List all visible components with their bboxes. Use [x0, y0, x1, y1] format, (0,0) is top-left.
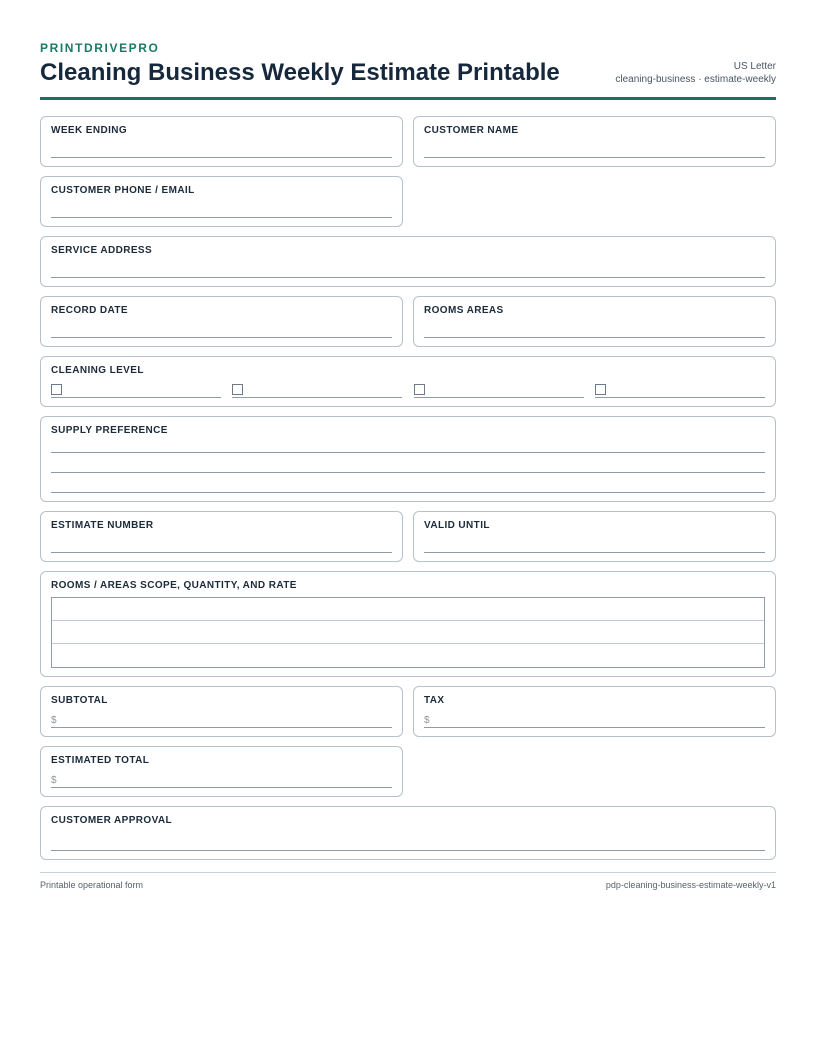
- week-ending-input-line[interactable]: [51, 157, 392, 158]
- tax-input-line[interactable]: [424, 727, 765, 728]
- customer-contact-label: CUSTOMER PHONE / EMAIL: [51, 185, 195, 196]
- scope-table-label: ROOMS / AREAS SCOPE, QUANTITY, AND RATE: [51, 580, 297, 591]
- customer-name-field: [413, 116, 776, 167]
- cleaning-level-option-4[interactable]: [595, 384, 765, 398]
- valid-until-field: [413, 511, 776, 562]
- customer-contact-input-line[interactable]: [51, 217, 392, 218]
- currency-symbol: $: [51, 715, 57, 726]
- subtotal-field: [40, 686, 403, 737]
- subtotal-input-line[interactable]: [51, 727, 392, 728]
- estimated-total-label: ESTIMATED TOTAL: [51, 755, 150, 766]
- customer-name-input-line[interactable]: [424, 157, 765, 158]
- rooms-areas-label: ROOMS AREAS: [424, 305, 504, 316]
- customer-approval-field: [40, 806, 776, 860]
- estimated-total-input-line[interactable]: [51, 787, 392, 788]
- checkbox[interactable]: [595, 384, 606, 395]
- supply-preference-field: [40, 416, 776, 502]
- cleaning-level-option-2[interactable]: [232, 384, 402, 398]
- table-row[interactable]: [52, 644, 764, 667]
- checkbox[interactable]: [51, 384, 62, 395]
- table-row[interactable]: [52, 621, 764, 644]
- rooms-areas-input-line[interactable]: [424, 337, 765, 338]
- estimate-number-input-line[interactable]: [51, 552, 392, 553]
- record-date-field: [40, 296, 403, 347]
- scope-table-field: [40, 571, 776, 677]
- cleaning-level-label: CLEANING LEVEL: [51, 365, 144, 376]
- tax-field: [413, 686, 776, 737]
- currency-symbol: $: [51, 775, 57, 786]
- record-date-label: RECORD DATE: [51, 305, 128, 316]
- estimated-total-field: [40, 746, 403, 797]
- rooms-areas-field: [413, 296, 776, 347]
- supply-preference-line-3[interactable]: [51, 492, 765, 493]
- tax-label: TAX: [424, 695, 445, 706]
- service-address-input-line[interactable]: [51, 277, 765, 278]
- paper-size: US Letter: [733, 61, 776, 72]
- service-address-label: SERVICE ADDRESS: [51, 245, 153, 256]
- brand-name: PRINTDRIVEPRO: [40, 41, 160, 55]
- subtotal-label: SUBTOTAL: [51, 695, 108, 706]
- supply-preference-line-1[interactable]: [51, 452, 765, 453]
- supply-preference-line-2[interactable]: [51, 472, 765, 473]
- option-write-line[interactable]: [595, 397, 765, 398]
- option-write-line[interactable]: [51, 397, 221, 398]
- customer-name-label: CUSTOMER NAME: [424, 125, 519, 136]
- estimate-number-label: ESTIMATE NUMBER: [51, 520, 154, 531]
- estimate-number-field: [40, 511, 403, 562]
- scope-table: [51, 597, 765, 668]
- week-ending-label: WEEK ENDING: [51, 125, 128, 136]
- header-divider: [40, 97, 776, 100]
- document-tags: cleaning-business · estimate-weekly: [615, 74, 776, 85]
- customer-contact-field: [40, 176, 403, 227]
- valid-until-input-line[interactable]: [424, 552, 765, 553]
- checkbox[interactable]: [232, 384, 243, 395]
- option-write-line[interactable]: [232, 397, 402, 398]
- record-date-input-line[interactable]: [51, 337, 392, 338]
- cleaning-level-option-3[interactable]: [414, 384, 584, 398]
- form-id: pdp-cleaning-business-estimate-weekly-v1: [605, 880, 776, 890]
- customer-approval-signature-line[interactable]: [51, 850, 765, 851]
- week-ending-field: [40, 116, 403, 167]
- supply-preference-label: SUPPLY PREFERENCE: [51, 425, 168, 436]
- currency-symbol: $: [424, 715, 430, 726]
- option-write-line[interactable]: [414, 397, 584, 398]
- footer-description: Printable operational form: [40, 880, 144, 890]
- customer-approval-label: CUSTOMER APPROVAL: [51, 815, 173, 826]
- table-row[interactable]: [52, 598, 764, 621]
- valid-until-label: VALID UNTIL: [424, 520, 490, 531]
- footer-divider: [40, 872, 776, 873]
- document-meta: [615, 60, 776, 86]
- cleaning-level-field: [40, 356, 776, 407]
- checkbox[interactable]: [414, 384, 425, 395]
- cleaning-level-option-1[interactable]: [51, 384, 221, 398]
- service-address-field: [40, 236, 776, 287]
- page-title: Cleaning Business Weekly Estimate Printable: [40, 59, 560, 86]
